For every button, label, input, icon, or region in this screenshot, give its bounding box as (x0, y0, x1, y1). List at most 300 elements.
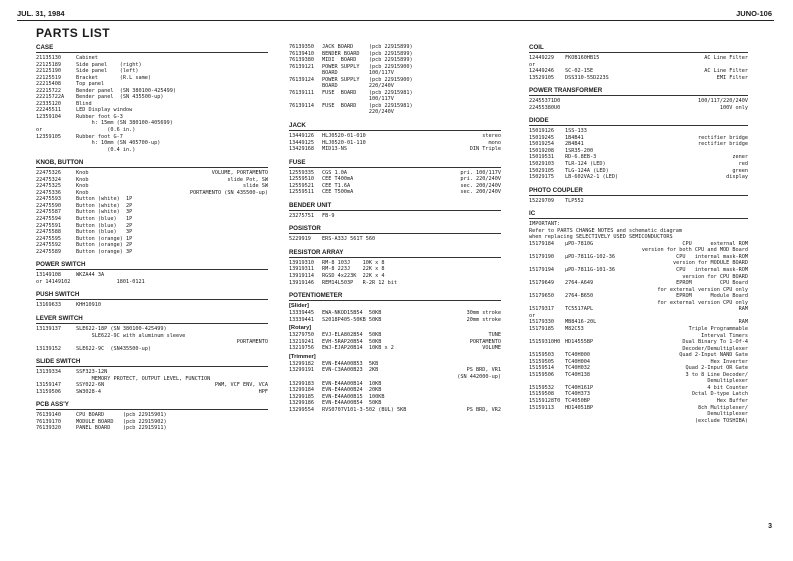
part-description: TC40H000 (565, 352, 590, 359)
part-number: 13159506 (36, 388, 61, 395)
part-number: 15159532 (529, 384, 554, 391)
part-number: or 14149102 (36, 278, 71, 285)
part-description: EVN-E4AA00B54 50KB (322, 400, 382, 407)
part-description: EVN-E4AA00B24 20KB (322, 387, 382, 394)
part-number: 13159147 (36, 382, 61, 389)
part-number: 13139137 (36, 325, 61, 332)
part-description: Side panel (left) (76, 68, 139, 75)
part-number: 22125190 (36, 68, 61, 75)
part-number: 13919311 (289, 266, 314, 273)
part-number: or (529, 312, 536, 319)
part-description: HLJ0520-01-010 (322, 133, 366, 140)
part-description: 2764-A649 (565, 280, 594, 287)
part-description: TLP552 (565, 197, 584, 204)
part-number: 76139124 (289, 76, 314, 83)
part-description: MODULE BOARD (pcb 22915902) (76, 418, 167, 425)
part-number: 13149108 (36, 272, 61, 279)
part-description: SW3028-4 (76, 388, 101, 395)
part-remark: Hex Buffer (716, 397, 748, 404)
section-heading-resistor-array: RESISTOR ARRAY (289, 249, 501, 258)
part-number: 13529105 (529, 74, 554, 81)
part-number: 22475326 (36, 170, 61, 177)
part-description: MB8416-20L (565, 319, 597, 326)
part-description: μPD-7811G-102-36 (565, 253, 615, 260)
part-description: CPU BOARD (pcb 22915901) (76, 412, 167, 419)
part-row (36, 249, 268, 256)
part-description: BOARD 100/117V (322, 70, 394, 77)
part-remark: AC Line Filter (704, 68, 748, 75)
part-row (289, 146, 501, 153)
section-heading-power-switch: POWER SWITCH (36, 261, 268, 270)
part-description: 1801-0121 (76, 278, 145, 285)
part-description: SSY022-6N (76, 382, 105, 389)
part-number: 15029105 (529, 167, 554, 174)
part-number: Refer to PARTS CHANGE NOTES and schematic diagram (529, 227, 683, 234)
part-number: 15179330 (529, 319, 554, 326)
part-description: TC5517APL (565, 306, 594, 313)
part-remark: slide SW (243, 183, 268, 190)
part-number: 15159503 (529, 352, 554, 359)
part-description: Button (white) 1P (76, 196, 133, 203)
part-description: EVJ-ELA802B54 50KB (322, 332, 382, 339)
part-number: 13299554 (289, 406, 314, 413)
part-number: 15029103 (529, 161, 554, 168)
part-row (289, 189, 501, 196)
part-number: 22475593 (36, 196, 61, 203)
column-middle (289, 44, 501, 413)
part-remark: PORTAMENTO (SN 435500-up) (189, 189, 268, 196)
part-row (289, 407, 501, 414)
part-number: 76139121 (289, 63, 314, 70)
part-description: (0.4 in.) (76, 146, 136, 153)
part-remark: PORTAMENTO (236, 339, 268, 346)
part-row (529, 105, 748, 112)
part-description: EVH-5RAP20B54 50KB (322, 338, 382, 345)
page-number: 3 (768, 523, 772, 530)
part-number: 15179184 (529, 240, 554, 247)
section-heading-ic: IC (529, 210, 748, 219)
part-remark: 100V only (719, 104, 748, 111)
part-number: 12449229 (529, 55, 554, 61)
section-heading-case: CASE (36, 44, 268, 53)
part-description: JACK BOARD (pcb 22915899) (322, 44, 413, 50)
part-remark: VOLUME, PORTAMENTO (211, 170, 268, 177)
part-description: EVN-E4AA00B53 5KB (322, 360, 379, 367)
part-number: 22215722A (36, 94, 65, 101)
part-description: Rubber foot G-7 (76, 133, 123, 140)
part-number: 15179194 (529, 267, 554, 274)
part-remark: EPROM CPU Board (676, 280, 748, 287)
part-row (289, 213, 501, 220)
part-remark: Dual Binary To 1-Of-4 (682, 339, 748, 346)
part-number: or (36, 127, 43, 134)
part-number: 15179185 (529, 325, 554, 332)
part-description: REM14L503P R-2R 12 bit (322, 279, 397, 286)
part-description: RM-8 103J 10K x 8 (322, 259, 385, 266)
subsection-heading-slider: [Slider] (289, 303, 309, 310)
part-remark: TUNE (488, 332, 501, 339)
part-description: HD14051BP (565, 404, 594, 411)
part-remark: mono (488, 139, 501, 146)
part-number: 13139152 (36, 345, 61, 352)
part-remark: RAM (738, 319, 748, 326)
part-number: 76139320 (36, 425, 61, 432)
part-description: EWJ-EJAP20B14 10KB x 2 (322, 345, 394, 352)
part-remark: version for both CPU and MOD Board (641, 247, 748, 254)
section-heading-knob-button: KNOB, BUTTON (36, 159, 268, 168)
part-description: Cabinet (76, 55, 98, 61)
part-number: 15179190 (529, 253, 554, 260)
part-number: 76139111 (289, 89, 314, 96)
part-remark: Interval Timers (701, 332, 748, 339)
part-remark: Octal D-type Latch (691, 391, 748, 398)
part-description: Button (blue) 1P (76, 216, 133, 223)
section-heading-pcb-ass-y: PCB ASS'Y (36, 401, 268, 410)
section-heading-jack: JACK (289, 122, 501, 131)
part-description: Bracket (R.L same) (76, 74, 151, 81)
part-description: Button (orange) 2P (76, 242, 133, 249)
part-row (289, 317, 501, 324)
part-number: 22475587 (36, 209, 61, 216)
part-description: KHH10910 (76, 302, 101, 309)
part-description: LED Display window (76, 107, 133, 114)
part-description: MID13-NS (322, 146, 347, 153)
part-remark: rectifier bridge (698, 134, 748, 141)
part-number: 76139350 (289, 44, 314, 50)
part-description: Button (orange) 1P (76, 235, 133, 242)
part-description: Button (blue) 2P (76, 222, 133, 229)
part-number: 12359105 (36, 133, 61, 140)
column-right (529, 44, 748, 424)
part-description: TLR-124 (LED) (565, 161, 606, 168)
part-number: 76139380 (289, 57, 314, 64)
part-remark: 8ch Multiplexer/ (698, 404, 748, 411)
part-number: 21135130 (36, 55, 61, 61)
part-remark: sec. 200/240V (460, 189, 501, 196)
part-description: 1SR35-200 (565, 147, 594, 154)
section-heading-potentiometer: POTENTIOMETER (289, 292, 501, 301)
part-description: TC40H004 (565, 358, 590, 365)
part-number: 22475591 (36, 222, 61, 229)
part-number: 23275751 (289, 212, 314, 219)
part-description: 100/117V (322, 96, 394, 103)
part-description: HD14555BP (565, 339, 594, 346)
part-number: 15019126 (529, 128, 554, 135)
part-description: TLG-124A (LED) (565, 167, 609, 174)
part-number: 15019208 (529, 147, 554, 154)
part-number: 22455380U0 (529, 104, 561, 111)
part-description: h: 15mm (SN 380100-405699) (76, 120, 173, 127)
part-row (36, 147, 268, 154)
part-remark: Hex Inverter (710, 358, 748, 365)
section-heading-fuse: FUSE (289, 159, 501, 168)
part-number: 5229919 (289, 236, 311, 243)
part-number: 13299191 (289, 367, 314, 374)
part-description: Rubber foot G-3 (76, 113, 123, 120)
part-number: 13299186 (289, 400, 314, 407)
part-remark: version for CPU BOARD (682, 273, 748, 280)
part-number: 13919310 (289, 259, 314, 266)
part-number: 13169633 (36, 302, 61, 309)
part-number: 76139410 (289, 50, 314, 57)
part-description: h: 10mm (SN 405700-up) (76, 140, 161, 147)
part-description: TC40H373 (565, 391, 590, 398)
part-remark: RAM (738, 306, 748, 313)
part-number: 13299182 (289, 360, 314, 367)
part-number: 13449125 (289, 139, 314, 146)
part-number: 15159128T0 (529, 397, 561, 404)
part-remark: green (732, 167, 748, 174)
part-remark: EMI Filter (716, 74, 748, 81)
section-heading-power-transformer: POWER TRANSFORMER (529, 87, 748, 96)
part-description: Side panel (right) (76, 61, 142, 68)
part-description: 1SS-133 (565, 128, 587, 135)
part-number: 15179649 (529, 280, 554, 287)
part-row (36, 389, 268, 396)
part-description: (0.6 in.) (76, 127, 136, 134)
part-description: M82C53 (565, 325, 584, 332)
part-number: 13139334 (36, 369, 61, 376)
part-remark: PS BRD, VR2 (466, 406, 501, 413)
part-remark: pri. 220/240V (460, 176, 501, 183)
part-number: when replacing SELECTIVELY USED SEMICONDUCTORS (529, 234, 673, 241)
part-description: SSF323-12N (76, 369, 108, 376)
part-remark: slide Pot, SW (227, 176, 268, 183)
part-number: 13279750 (289, 332, 314, 339)
part-description: 2B4B41 (565, 141, 584, 148)
part-number: 13449126 (289, 133, 314, 140)
part-description: EVN-C3AA00B23 2KB (322, 367, 379, 374)
part-row (529, 174, 748, 181)
part-remark: 30mm stroke (466, 310, 501, 317)
part-remark: Quad 2-Input OR Gate (685, 365, 748, 372)
part-description: Knob (76, 170, 89, 177)
part-number: 22475595 (36, 235, 61, 242)
part-number: 15019245 (529, 134, 554, 141)
part-number: 22475594 (36, 216, 61, 223)
part-number: 13219241 (289, 338, 314, 345)
part-remark: Demultiplexer (707, 411, 748, 418)
part-description: Button (white) 3P (76, 209, 133, 216)
part-description: Knob (76, 189, 89, 196)
part-row (289, 345, 501, 352)
part-description: Top panel (76, 81, 105, 88)
section-heading-diode: DIODE (529, 117, 748, 126)
part-description: Button (orange) 3P (76, 248, 133, 255)
part-remark: (exclude TOSHIBA) (694, 417, 748, 424)
part-description: Knob (76, 176, 89, 183)
subsection-heading-rotary: [Rotary] (289, 325, 312, 332)
part-remark: PORTAMENTO (469, 338, 501, 345)
part-description: FUSE BOARD (pcb 22915981) (322, 102, 413, 109)
part-row (289, 280, 501, 287)
column-left (36, 44, 268, 432)
part-description: Knob (76, 183, 89, 190)
header-model: JUNO-106 (736, 9, 772, 18)
part-number: 15159506 (529, 371, 554, 378)
part-row (529, 198, 748, 205)
part-number: 15159514 (529, 365, 554, 372)
part-description: ERS-A33J 561T 560 (322, 236, 376, 243)
part-remark: for external version CPU only (657, 286, 748, 293)
part-description: PANEL BOARD (pcb 22915911) (76, 425, 167, 432)
part-description: FKOB160HB15 (565, 55, 600, 61)
part-description: MIDI BOARD (pcb 22915899) (322, 57, 413, 64)
part-number: 13299185 (289, 393, 314, 400)
part-number: 22455371D0 (529, 98, 561, 105)
part-remark: Quad 2-Input NAND Gate (679, 352, 748, 359)
section-heading-photo-coupler: PHOTO COUPLER (529, 187, 748, 196)
part-number: 13219756 (289, 345, 314, 352)
part-number: 12559510 (289, 176, 314, 183)
part-row (529, 75, 748, 82)
part-number: 76139140 (36, 412, 61, 419)
part-description: Bender panel (SN 435500-up) (76, 94, 164, 101)
part-remark: stereo (482, 133, 501, 140)
part-description: SLE622-9C with aluminum sleeve (76, 332, 186, 339)
part-number: 22125189 (36, 61, 61, 68)
part-description: POWER SUPPLY (pcb 22915900) (322, 63, 413, 70)
part-number: 13429168 (289, 146, 314, 153)
part-description: S2018P405-50KB 50KB (322, 316, 382, 323)
part-remark: pri. 100/117V (460, 169, 501, 176)
part-number: 13919114 (289, 273, 314, 280)
part-description: MEMORY PROTECT, OUTPUT LEVEL, FUNCTION (76, 375, 211, 382)
part-description: Button (white) 2P (76, 202, 133, 209)
part-description: FUSE BOARD (pcb 22915981) (322, 89, 413, 96)
part-number: 15229709 (529, 197, 554, 204)
part-number: 76139114 (289, 102, 314, 109)
part-description: EVN-E4AA00B14 10KB (322, 380, 382, 387)
part-number: 12359104 (36, 113, 61, 120)
part-remark: DIN Triple (469, 146, 501, 153)
page-title: PARTS LIST (36, 26, 111, 40)
header-rule (17, 20, 774, 21)
section-heading-coil: COIL (529, 44, 748, 53)
part-number: 76139170 (36, 418, 61, 425)
part-number: 22475589 (36, 248, 61, 255)
part-number: 22245511 (36, 107, 61, 114)
part-number: 13339445 (289, 310, 314, 317)
part-remark: for external version CPU only (657, 299, 748, 306)
part-description: RM-8 223J 22K x 8 (322, 266, 385, 273)
part-description: RD-6.8EB-3 (565, 154, 597, 161)
part-remark: zener (732, 154, 748, 161)
part-description: Button (blue) 3P (76, 229, 133, 236)
part-number: 13299184 (289, 387, 314, 394)
part-description: Bender panel (SN 380100-425499) (76, 87, 176, 94)
part-description: RVS0707V101-3-502 (BUL) 5KB (322, 406, 407, 413)
section-heading-lever-switch: LEVER SWITCH (36, 315, 268, 324)
part-remark: Triple Programmable (688, 325, 748, 332)
part-remark: Decoder/Demultiplexer (682, 345, 748, 352)
part-remark: 4 bit Counter (707, 384, 748, 391)
part-description: LB-602VA2-1 (LED) (565, 174, 619, 181)
part-description: μPD-7810G (565, 240, 594, 247)
part-number: 12559521 (289, 182, 314, 189)
part-description: EWA-NKOD15B54 50KB (322, 310, 382, 317)
part-remark: CPU internal mask-ROM (676, 267, 748, 274)
part-number: 22475325 (36, 183, 61, 190)
section-heading-posistor: POSISTOR (289, 225, 501, 234)
part-description: 220/240V (322, 109, 394, 116)
part-number: 13299183 (289, 380, 314, 387)
part-number: 12559511 (289, 189, 314, 196)
section-heading-push-switch: PUSH SWITCH (36, 291, 268, 300)
section-heading-slide-switch: SLIDE SWITCH (36, 358, 268, 367)
part-description: μPD-7811G-101-36 (565, 267, 615, 274)
part-description: 2764-B650 (565, 293, 594, 300)
part-remark: CPU external ROM (682, 240, 748, 247)
part-number: 12449246 (529, 68, 554, 75)
part-number: 22475324 (36, 176, 61, 183)
part-description: CGS 1.0A (322, 169, 347, 176)
subsection-heading-trimmer: [Trimmer] (289, 353, 316, 360)
part-number: 22335120 (36, 100, 61, 107)
part-remark: 20mm stroke (466, 316, 501, 323)
part-number: 13339441 (289, 316, 314, 323)
part-description: 1B4B41 (565, 134, 584, 141)
part-description: POWER SUPPLY (pcb 22915900) (322, 76, 413, 83)
part-row (36, 425, 268, 432)
part-remark: VOLUME (482, 345, 501, 352)
part-number: 15159310H0 (529, 339, 561, 346)
part-number: 22475588 (36, 229, 61, 236)
part-description: CEE T500mA (322, 189, 354, 196)
part-remark: (SN 442000-up) (457, 373, 501, 380)
part-description: FB-9 (322, 212, 335, 219)
part-remark: rectifier bridge (698, 141, 748, 148)
part-description: DSS310-55D223S (565, 74, 609, 81)
part-description: TC4050BP (565, 397, 590, 404)
part-number: 15159508 (529, 391, 554, 398)
part-number: 22475592 (36, 242, 61, 249)
part-description: BENDER BOARD (pcb 22915899) (322, 50, 413, 57)
part-number: 22125519 (36, 74, 61, 81)
part-row (36, 279, 268, 286)
part-number: 12559335 (289, 169, 314, 176)
part-remark: display (726, 174, 748, 181)
part-number: 15179317 (529, 306, 554, 313)
part-description: TC40H161P (565, 384, 594, 391)
part-description: Blind (76, 100, 92, 107)
part-remark: CPU internal mask-ROM (676, 253, 748, 260)
part-description: TC40H032 (565, 365, 590, 372)
part-number: 15019531 (529, 154, 554, 161)
part-number: or (529, 61, 536, 68)
part-row (289, 236, 501, 243)
part-description: RGSD 4x223K 22K x 4 (322, 273, 385, 280)
part-description: CEE T400mA (322, 176, 354, 183)
part-remark: 100/117/220/240V (698, 98, 748, 105)
part-remark: red (738, 161, 748, 168)
part-description: SC-02-15E (565, 68, 594, 75)
part-number: IMPORTANT: (529, 221, 561, 228)
part-remark: AC Line Filter (704, 55, 748, 61)
part-number: 15029175 (529, 174, 554, 181)
part-row (289, 109, 501, 116)
part-description: HLJ0520-01-110 (322, 139, 366, 146)
part-row (529, 418, 748, 425)
part-number: 22215408 (36, 81, 61, 88)
part-number: 15159505 (529, 358, 554, 365)
header-date: JUL. 31, 1984 (17, 9, 65, 18)
part-number: 13919146 (289, 279, 314, 286)
part-remark: Demultiplexer (707, 378, 748, 385)
part-number: 22215722 (36, 87, 61, 94)
part-row (36, 346, 268, 353)
part-description: BOARD 220/240V (322, 83, 394, 90)
